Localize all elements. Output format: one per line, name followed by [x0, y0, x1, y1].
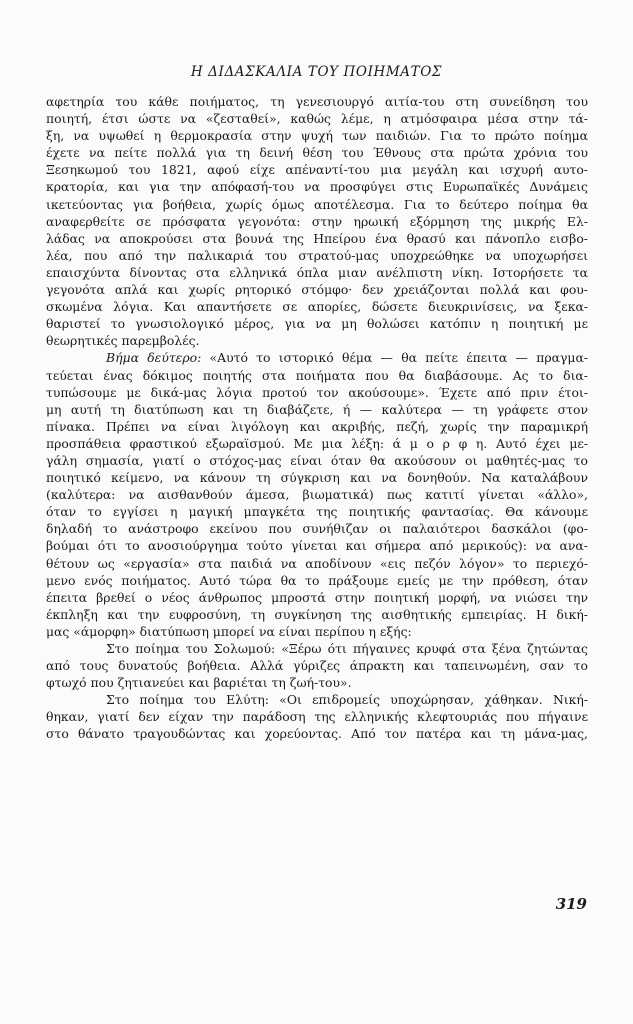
text-line: λέα, που από την παλικαριά του στρατού-μας υποχρεώθηκε να υποχωρήσει	[46, 247, 588, 263]
text-line: θέτουν ως «εργασία» στα παιδιά να αποδίνουν «εις πεζόν λόγον» το περιεχό-	[46, 555, 588, 571]
text-line-rest: «Αυτό το ιστορικό θέμα — θα πείτε έπειτα — πραγμα-	[209, 350, 588, 366]
text-line: στο θάνατο τραγουδώντας και χορεύοντας. Από τον πατέρα και τη μάνα-μας,	[46, 726, 588, 742]
text-line	[46, 349, 588, 366]
text-line: (καλύτερα: να αισθανθούν άμεσα, βιωματικά) πως κατιτί γίνεται «άλλο»,	[46, 487, 588, 503]
text-line: ξη, να υψωθεί η θερμοκρασία στην ψυχή των παιδιών. Για το πρώτο ποίημα	[46, 128, 588, 144]
text-line: όταν το εγγίσει η μαγική μπαγκέτα της ποιητικής φαντασίας. Θα κάνουμε	[46, 504, 588, 520]
body-text	[46, 93, 588, 743]
text-line: έχετε να πείτε πολλά για τη δεινή θέση του Έθνους στα πρώτα χρόνια του	[46, 145, 588, 161]
text-line: αναφερθείτε σε πρόσφατα γεγονότα: στην ηρωική εξόρμηση της μικρής Ελ-	[46, 213, 588, 229]
text-line: κρατορία, και για την απόφασή-του να προσφύγει στις Ευρωπαϊκές Δυνάμεις	[46, 179, 588, 195]
step-label: Βήμα δεύτερο:	[106, 350, 202, 366]
text-line: ποιητή, έτσι ώστε να «ζεσταθεί», καθώς λέμε, η ατμόσφαιρα μέσα στην τά-	[46, 111, 588, 127]
text-line: έκπληξη και την ευφροσύνη, τη συγκίνηση της αισθητικής εμπειρίας. Η δική-	[46, 606, 588, 622]
text-line: φτωχό που ζητιανεύει και βαριέται τη ζωή-του».	[46, 675, 352, 691]
text-line: θεωρητικές παρεμβολές.	[46, 333, 200, 349]
text-line: μας «άμορφη» διατύπωση μπορεί να είναι περίπου η εξής:	[46, 623, 412, 639]
text-line: μενο ενός ποιήματος. Αυτό τώρα θα το πράξουμε εμείς με την πρόθεση, όταν	[46, 572, 588, 588]
text-line: μη αυτή τη διατύπωση και τη διαβάζετε, ή — καλύτερα — τη γράφετε στον	[46, 401, 588, 417]
text-line: λάδας να αποκρούσει στα βουνά της Ηπείρου ένα θρασύ και πάνοπλο εισβο-	[46, 230, 588, 246]
running-head: Η ΔΙΔΑΣΚΑΛΙΑ ΤΟΥ ΠΟΙΗΜΑΤΟΣ	[190, 64, 443, 80]
text-line: πίνακα. Πρέπει να είναι λιγόλογη και ακριβής, πεζή, χωρίς την παραμικρή	[46, 418, 588, 434]
text-line: δηλαδή το ανάστροφο εκείνου που συνήθιζαν οι παλαιότεροι δασκάλοι (φο-	[46, 521, 588, 537]
text-line: ικετεύοντας για βοήθεια, χωρίς όμως αποτέλεσμα. Για το δεύτερο ποίημα θα	[46, 196, 588, 212]
text-line: τεύεται ένας δόκιμος ποιητής στα ποιήματα που θα διαβάσουμε. Ας το δια-	[46, 367, 588, 383]
text-line: έπειτα βρεθεί ο νέος άνθρωπος μπροστά στην ποιητική μορφή, να νιώσει την	[46, 589, 588, 605]
text-line: βούμαι ότι το ανοσιούργημα τούτο γίνεται και σήμερα από μερικούς): να ανα-	[46, 538, 588, 554]
text-line: Στο ποίημα του Σολωμού: «Ξέρω ότι πήγαινες κρυφά στα ξένα ζητώντας	[106, 641, 588, 656]
text-line: προσπάθεια φραστικού εξωραϊσμού. Με μια λέξη: ά μ ο ρ φ η. Αυτό έχει με-	[46, 435, 588, 451]
text-line: Ξεσηκωμού του 1821, αφού είχε απέναντί-του μια μεγάλη και ισχυρή αυτο-	[46, 162, 588, 178]
text-line: τυπώσουμε με δικά-μας λόγια προτού τον ακούσουμε». Έχετε από πριν έτοι-	[46, 384, 588, 400]
text-line: ποιητικό κείμενο, να κάνουν τη σύγκριση και να δονηθούν. Να καταλάβουν	[46, 470, 588, 486]
text-line: επαισχύντα δίνοντας στα ελληνικά όπλα μιαν ανέλπιστη νίκη. Ιστορήσετε τα	[46, 264, 588, 280]
text-line: σκωμένα λόγια. Και απαντήσετε σε απορίες, δώσετε διευκρινίσεις, να ξεκα-	[46, 299, 588, 315]
text-line: γάλη σημασία, γιατί ο στόχος-μας είναι όταν θα ακούσουν οι μαθητές-μας το	[46, 452, 588, 468]
text-line: Στο ποίημα του Ελύτη: «Οι επιδρομείς υποχώρησαν, χάθηκαν. Νική-	[106, 692, 588, 708]
text-line: αφετηρία του κάθε ποιήματος, τη γενεσιουργό αιτία-του στη συνείδηση του	[46, 94, 588, 109]
text-line: από τους δυνατούς βοήθεια. Αλλά γύριζες άπρακτη και ταπεινωμένη, σαν το	[46, 658, 588, 674]
page-number: 319	[555, 895, 587, 913]
text-line: θηκαν, γιατί δεν είχαν την παράδοση της ελληνικής κλεφτουριάς που πήγαινε	[46, 709, 588, 725]
text-line: θαριστεί το γνωσιολογικό μέρος, για να μη θολώσει κατόπιν η ποιητική με	[46, 316, 588, 332]
text-line: γεγονότα απλά και χωρίς ρητορικό στόμφο· δεν χρειάζονται πολλά και φου-	[46, 282, 588, 298]
